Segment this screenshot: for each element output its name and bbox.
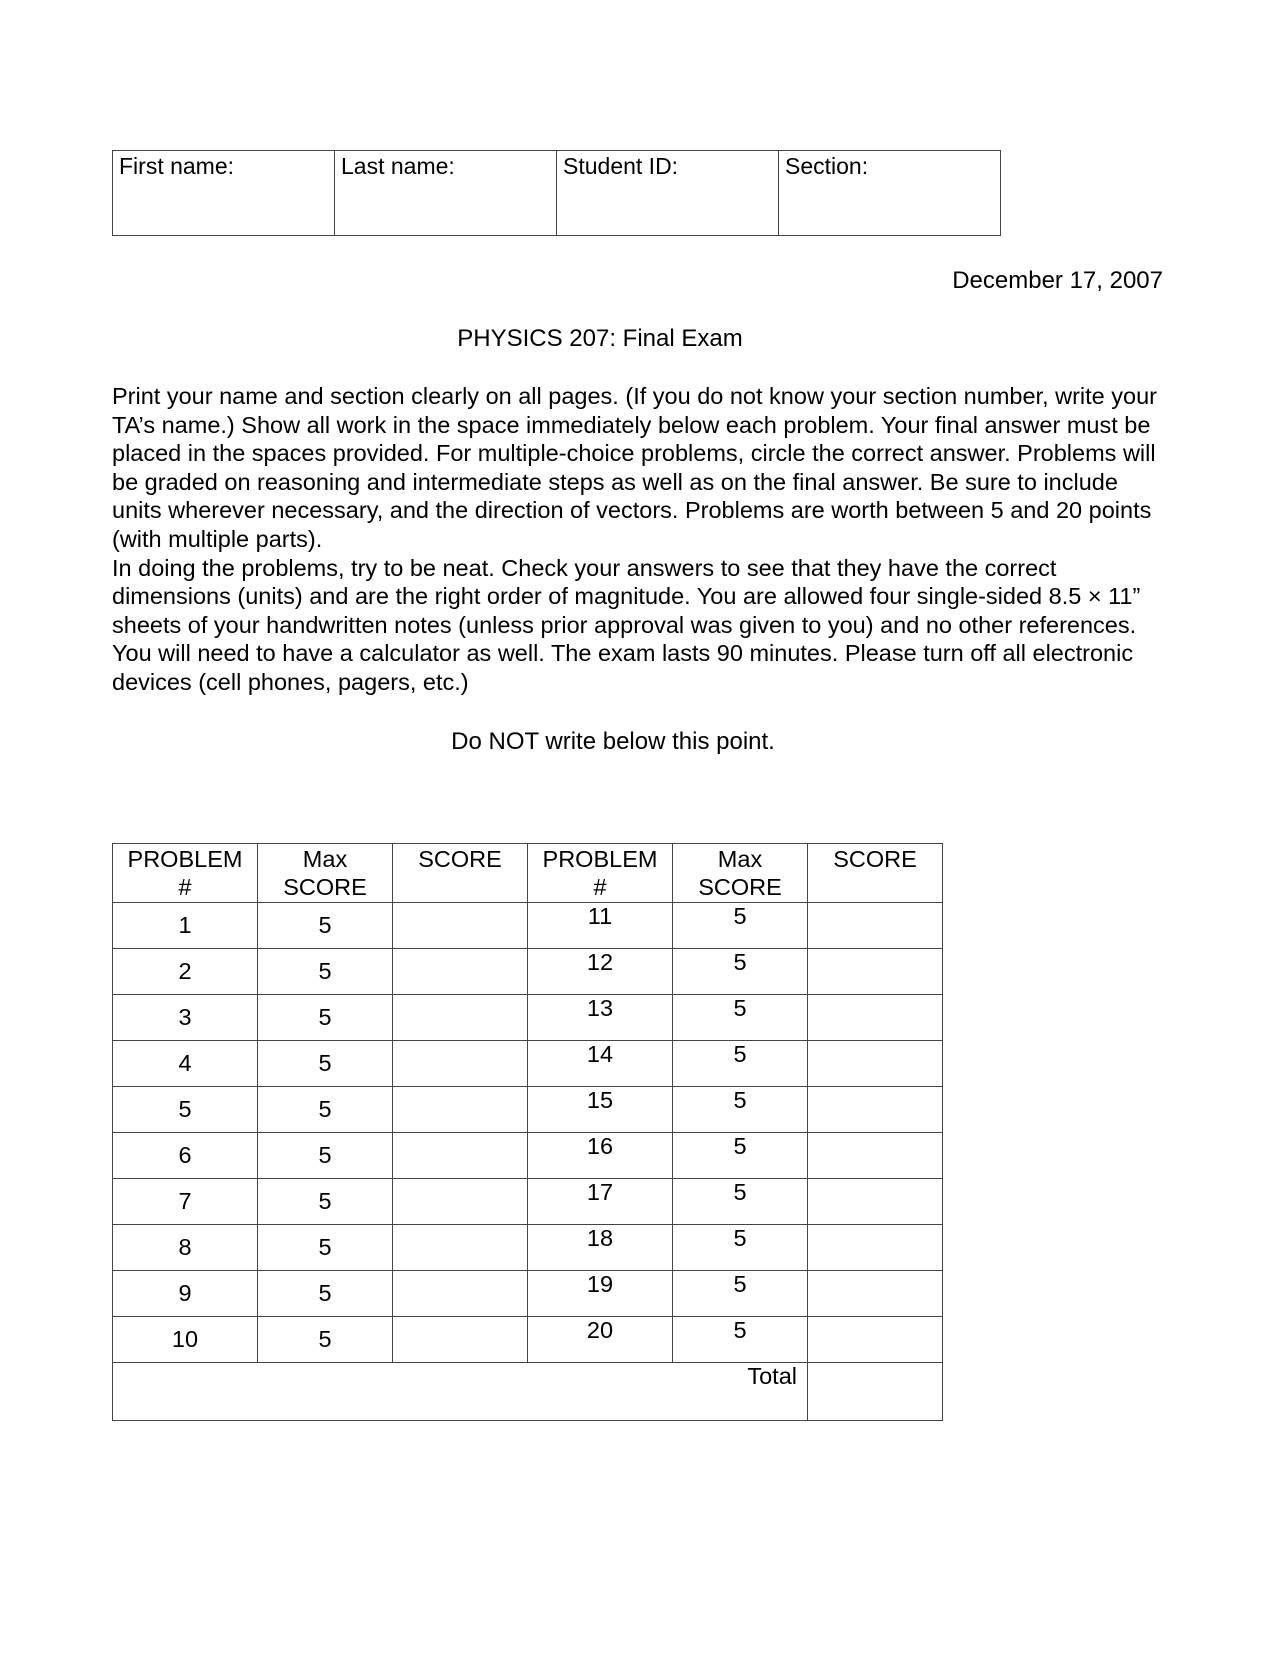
instructions bbox=[112, 382, 1172, 697]
score-cell[interactable] bbox=[393, 1317, 528, 1363]
table-row bbox=[113, 1317, 943, 1363]
problem-number: 16 bbox=[528, 1133, 673, 1179]
max-score: 5 bbox=[673, 949, 808, 995]
score-cell[interactable] bbox=[808, 949, 943, 995]
score-cell[interactable] bbox=[808, 1179, 943, 1225]
table-row bbox=[113, 1179, 943, 1225]
table-row bbox=[113, 949, 943, 995]
problem-number: 13 bbox=[528, 995, 673, 1041]
do-not-write-notice: Do NOT write below this point. bbox=[451, 728, 775, 755]
max-score: 5 bbox=[258, 995, 393, 1041]
instructions-paragraph-1: Print your name and section clearly on all pages. (If you do not know your section number, write your TA’s name.) Show all work in the space immediately below each problem. Your final answer must be placed in the spaces provided. For multiple-choice problems, circle the correct answer. Problems will be graded on reasoning and intermediate steps as well as on the final answer. Be sure to include units wherever necessary, and the direction of vectors. Problems are worth between 5 and 20 points (with multiple parts). bbox=[112, 383, 1157, 552]
max-score: 5 bbox=[258, 1041, 393, 1087]
max-score: 5 bbox=[673, 903, 808, 949]
score-cell[interactable] bbox=[393, 1271, 528, 1317]
max-score: 5 bbox=[673, 1041, 808, 1087]
table-row bbox=[113, 1271, 943, 1317]
max-score: 5 bbox=[673, 1087, 808, 1133]
max-score: 5 bbox=[673, 1179, 808, 1225]
problem-number: 12 bbox=[528, 949, 673, 995]
max-score: 5 bbox=[258, 903, 393, 949]
max-score: 5 bbox=[673, 1271, 808, 1317]
table-row bbox=[113, 903, 943, 949]
problem-number: 15 bbox=[528, 1087, 673, 1133]
score-cell[interactable] bbox=[808, 903, 943, 949]
score-cell[interactable] bbox=[393, 1225, 528, 1271]
score-cell[interactable] bbox=[808, 1087, 943, 1133]
problem-number: 2 bbox=[113, 949, 258, 995]
problem-number: 14 bbox=[528, 1041, 673, 1087]
total-score-cell[interactable] bbox=[808, 1363, 943, 1421]
header-problem-right: PROBLEM # bbox=[528, 844, 673, 903]
problem-number: 9 bbox=[113, 1271, 258, 1317]
page-title: PHYSICS 207: Final Exam bbox=[457, 325, 743, 352]
max-score: 5 bbox=[258, 1179, 393, 1225]
exam-date: December 17, 2007 bbox=[952, 267, 1163, 294]
header-score-right: SCORE bbox=[808, 844, 943, 903]
problem-number: 3 bbox=[113, 995, 258, 1041]
student-info-table bbox=[112, 150, 1001, 236]
header-max-left: Max SCORE bbox=[258, 844, 393, 903]
max-score: 5 bbox=[258, 1133, 393, 1179]
table-row bbox=[113, 1087, 943, 1133]
last-name-label: Last name: bbox=[341, 153, 455, 179]
score-cell[interactable] bbox=[393, 903, 528, 949]
total-row bbox=[113, 1363, 943, 1421]
max-score: 5 bbox=[673, 1225, 808, 1271]
section-label: Section: bbox=[785, 153, 869, 179]
header-max-right: Max SCORE bbox=[673, 844, 808, 903]
problem-number: 4 bbox=[113, 1041, 258, 1087]
score-cell[interactable] bbox=[393, 1133, 528, 1179]
problem-number: 5 bbox=[113, 1087, 258, 1133]
max-score: 5 bbox=[673, 1317, 808, 1363]
score-cell[interactable] bbox=[808, 1041, 943, 1087]
first-name-label: First name: bbox=[119, 153, 235, 179]
score-cell[interactable] bbox=[393, 995, 528, 1041]
score-cell[interactable] bbox=[808, 1271, 943, 1317]
problem-number: 18 bbox=[528, 1225, 673, 1271]
first-name-field[interactable] bbox=[113, 151, 335, 236]
max-score: 5 bbox=[258, 949, 393, 995]
problem-number: 10 bbox=[113, 1317, 258, 1363]
score-cell[interactable] bbox=[393, 949, 528, 995]
problem-number: 20 bbox=[528, 1317, 673, 1363]
problem-number: 11 bbox=[528, 903, 673, 949]
score-cell[interactable] bbox=[808, 1317, 943, 1363]
max-score: 5 bbox=[258, 1271, 393, 1317]
table-row bbox=[113, 1133, 943, 1179]
max-score: 5 bbox=[258, 1225, 393, 1271]
score-table-header-row bbox=[113, 844, 943, 903]
problem-number: 19 bbox=[528, 1271, 673, 1317]
score-cell[interactable] bbox=[393, 1087, 528, 1133]
max-score: 5 bbox=[258, 1087, 393, 1133]
score-cell[interactable] bbox=[393, 1179, 528, 1225]
max-score: 5 bbox=[673, 995, 808, 1041]
section-field[interactable] bbox=[779, 151, 1001, 236]
instructions-paragraph-2: In doing the problems, try to be neat. Check your answers to see that they have the correct dimensions (units) and are the right order of magnitude. You are allowed four single-sided 8.5 × 11” sheets of your handwritten notes (unless prior approval was given to you) and no other references. You will need to have a calculator as well. The exam lasts 90 minutes. Please turn off all electronic devices (cell phones, pagers, etc.) bbox=[112, 554, 1141, 695]
problem-number: 17 bbox=[528, 1179, 673, 1225]
problem-number: 6 bbox=[113, 1133, 258, 1179]
student-id-field[interactable] bbox=[557, 151, 779, 236]
table-row bbox=[113, 1041, 943, 1087]
max-score: 5 bbox=[258, 1317, 393, 1363]
header-score-left: SCORE bbox=[393, 844, 528, 903]
student-id-label: Student ID: bbox=[563, 153, 679, 179]
last-name-field[interactable] bbox=[335, 151, 557, 236]
score-cell[interactable] bbox=[393, 1041, 528, 1087]
problem-number: 7 bbox=[113, 1179, 258, 1225]
score-cell[interactable] bbox=[808, 1133, 943, 1179]
table-row bbox=[113, 995, 943, 1041]
header-problem-left: PROBLEM # bbox=[113, 844, 258, 903]
score-table bbox=[112, 843, 943, 1421]
problem-number: 1 bbox=[113, 903, 258, 949]
table-row bbox=[113, 1225, 943, 1271]
score-cell[interactable] bbox=[808, 995, 943, 1041]
score-cell[interactable] bbox=[808, 1225, 943, 1271]
max-score: 5 bbox=[673, 1133, 808, 1179]
total-label: Total bbox=[113, 1363, 808, 1421]
problem-number: 8 bbox=[113, 1225, 258, 1271]
